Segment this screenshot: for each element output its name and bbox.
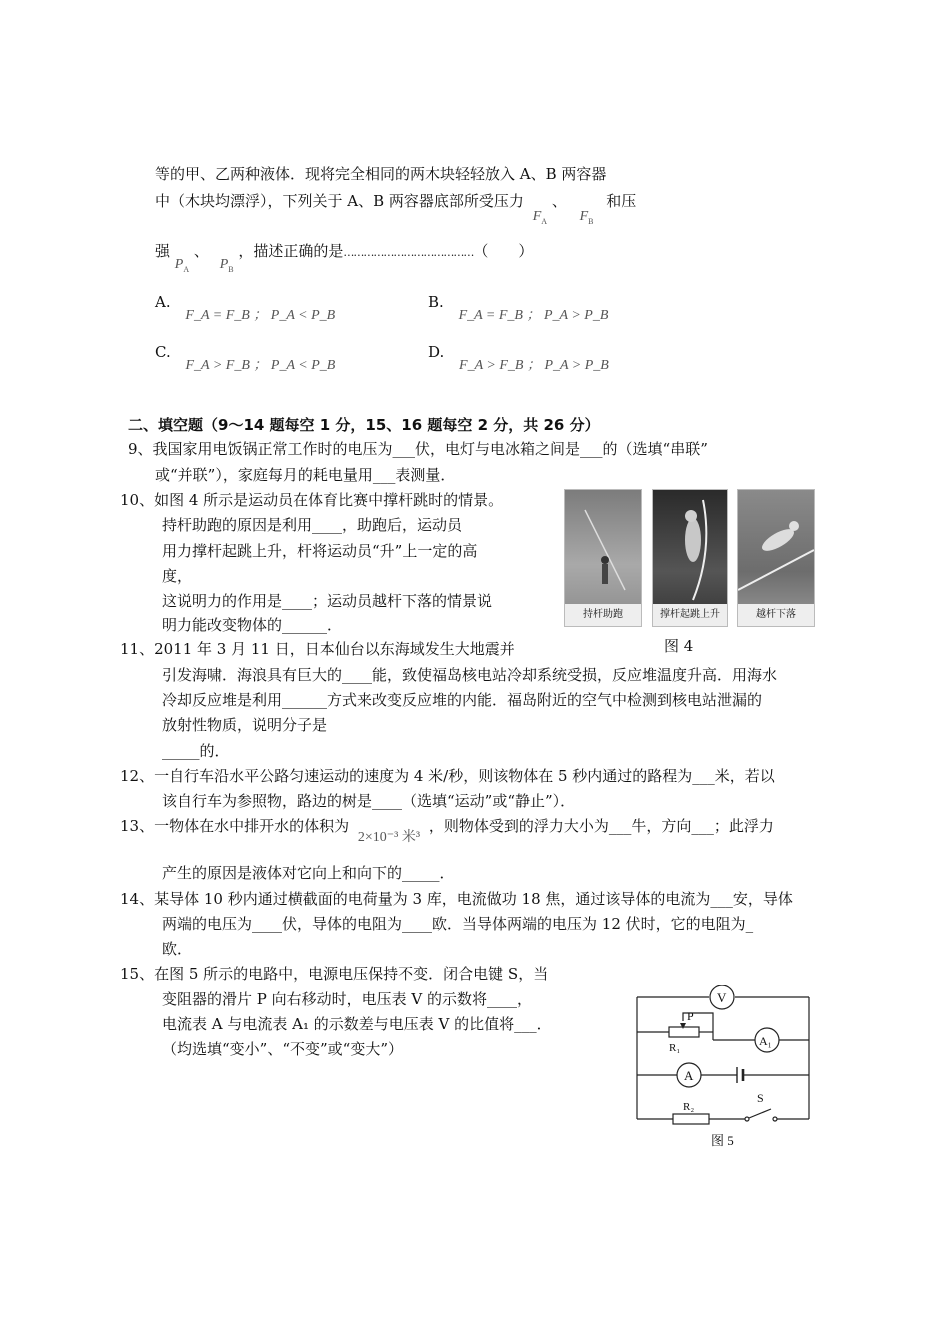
q13-line1-end: ，则物体受到的浮力大小为___牛，方向___；此浮力 <box>428 817 774 835</box>
q11-line1: 11、2011 年 3 月 11 日，日本仙台以东海域发生大地震并 <box>120 640 515 658</box>
photo-run-caption: 持杆助跑 <box>565 604 641 626</box>
option-a-label: A. <box>155 293 171 311</box>
label-v: V <box>717 990 727 1005</box>
q8-line2-text: 中（木块均漂浮），下列关于 A、B 两容器底部所受压力 <box>155 192 524 210</box>
q8-option-b[interactable] <box>428 292 609 323</box>
q10-line6: 明力能改变物体的______． <box>162 616 343 634</box>
q15-line3: 电流表 A 与电流表 A₁ 的示数差与电压表 V 的比值将___． <box>162 1015 552 1033</box>
q9-line1: 9、我国家用电饭锅正常工作时的电压为___伏，电灯与电冰箱之间是___的（选填“串联” <box>128 440 708 458</box>
option-b-label: B. <box>428 293 444 311</box>
q15-line2: 变阻器的滑片 P 向右移动时，电压表 V 的示数将____， <box>162 990 532 1008</box>
q8-option-a[interactable] <box>155 292 336 323</box>
photo-vault-caption: 撑杆起跳上升 <box>653 604 727 626</box>
q13-formula: 2×10⁻³ 米³ <box>357 830 421 845</box>
option-b-text: F_A = F_B ； P_A > P_B <box>458 308 609 323</box>
q8-option-d[interactable] <box>428 342 609 373</box>
q10-line3: 用力撑杆起跳上升，杆将运动员“升”上一定的高 <box>162 542 478 560</box>
option-a-text: F_A = F_B ； P_A < P_B <box>185 308 336 323</box>
q15-line4: （均选填“变小”、“不变”或“变大”） <box>162 1040 404 1058</box>
athlete-vault-image <box>653 490 727 604</box>
q9-line2: 或“并联”），家庭每月的耗电量用___表测量． <box>155 466 456 484</box>
option-c-text: F_A > F_B ； P_A < P_B <box>185 358 336 373</box>
option-d-text: F_A > F_B ； P_A > P_B <box>459 358 609 373</box>
label-r1: R₁ <box>669 1042 681 1054</box>
q15-line1: 15、在图 5 所示的电路中，电源电压保持不变．闭合电键 S，当 <box>120 965 549 983</box>
q11-line5: _____的． <box>162 742 230 760</box>
label-p: P <box>687 1009 694 1023</box>
q13-line1-start: 13、一物体在水中排开水的体积为 <box>120 817 350 835</box>
label-a1: A₁ <box>759 1034 772 1048</box>
symbol-fa: $F_A$ <box>532 209 548 226</box>
figure-4-photo-fall <box>737 489 815 627</box>
q8-dots: ………………………………… <box>343 246 474 259</box>
q8-sep2: 、 <box>193 242 209 260</box>
label-s: S <box>757 1091 764 1105</box>
q14-line1: 14、某导体 10 秒内通过横截面的电荷量为 3 库，电流做功 18 焦，通过该导体的电流为___安，导体 <box>120 890 793 908</box>
figure-4-photo-vault <box>652 489 728 627</box>
q8-line2-end: 和压 <box>606 192 637 210</box>
section-2-title: 二、填空题（9～14 题每空 1 分，15、16 题每空 2 分，共 26 分） <box>128 416 600 434</box>
q11-line3: 冷却反应堆是利用______方式来改变反应堆的内能．福岛附近的空气中检测到核电站泄漏的 <box>162 691 763 709</box>
figure-5-caption: 图 5 <box>711 1133 734 1148</box>
symbol-pb: $P_B$ <box>219 257 234 274</box>
option-c-label: C. <box>155 343 171 361</box>
q8-line3 <box>155 240 534 274</box>
q8-option-c[interactable] <box>155 342 336 373</box>
q12-line1: 12、一自行车沿水平公路匀速运动的速度为 4 米/秒，则该物体在 5 秒内通过的路程为___米，若以 <box>120 767 775 785</box>
q11-line4: 放射性物质，说明分子是 <box>162 716 328 734</box>
resistor-r2-symbol <box>673 1114 709 1124</box>
q14-line2: 两端的电压为____伏，导体的电阻为____欧．当导体两端的电压为 12 伏时，它的电阻为_ <box>162 915 754 933</box>
label-r2: R₂ <box>683 1101 695 1113</box>
q8-line2 <box>155 190 637 226</box>
q13-line2: 产生的原因是液体对它向上和向下的_____． <box>162 864 455 882</box>
athlete-run-image <box>565 490 641 604</box>
q14-line3: 欧． <box>162 940 193 958</box>
q8-line3-desc: ，描述正确的是 <box>238 242 344 260</box>
q10-line4: 度， <box>162 567 193 585</box>
q13-line1 <box>120 815 774 845</box>
figure-5-circuit <box>625 985 825 1155</box>
label-a: A <box>684 1068 694 1083</box>
symbol-pa: $P_A$ <box>174 257 190 274</box>
q10-line5: 这说明力的作用是____；运动员越杆下落的情景说 <box>162 592 493 610</box>
q11-line2: 引发海啸．海浪具有巨大的____能，致使福岛核电站冷却系统受损，反应堆温度升高．用海水 <box>162 666 778 684</box>
symbol-fb: $F_B$ <box>579 209 594 226</box>
q8-sep1: 、 <box>551 192 567 210</box>
q8-line1: 等的甲、乙两种液体．现将完全相同的两木块轻轻放入 A、B 两容器 <box>155 165 607 183</box>
q12-line2: 该自行车为参照物，路边的树是____（选填“运动”或“静止”）． <box>162 792 576 810</box>
q10-line1: 10、如图 4 所示是运动员在体育比赛中撑杆跳时的情景。 <box>120 491 504 509</box>
figure-4-photo-run <box>564 489 642 627</box>
q10-line2: 持杆助跑的原因是利用____，助跑后，运动员 <box>162 516 463 534</box>
q8-line3-text: 强 <box>155 242 171 260</box>
option-d-label: D. <box>428 343 445 361</box>
figure-4-caption: 图 4 <box>664 637 694 655</box>
athlete-fall-image <box>738 490 814 604</box>
q8-paren: （ ） <box>473 242 534 260</box>
photo-fall-caption: 越杆下落 <box>738 604 814 626</box>
